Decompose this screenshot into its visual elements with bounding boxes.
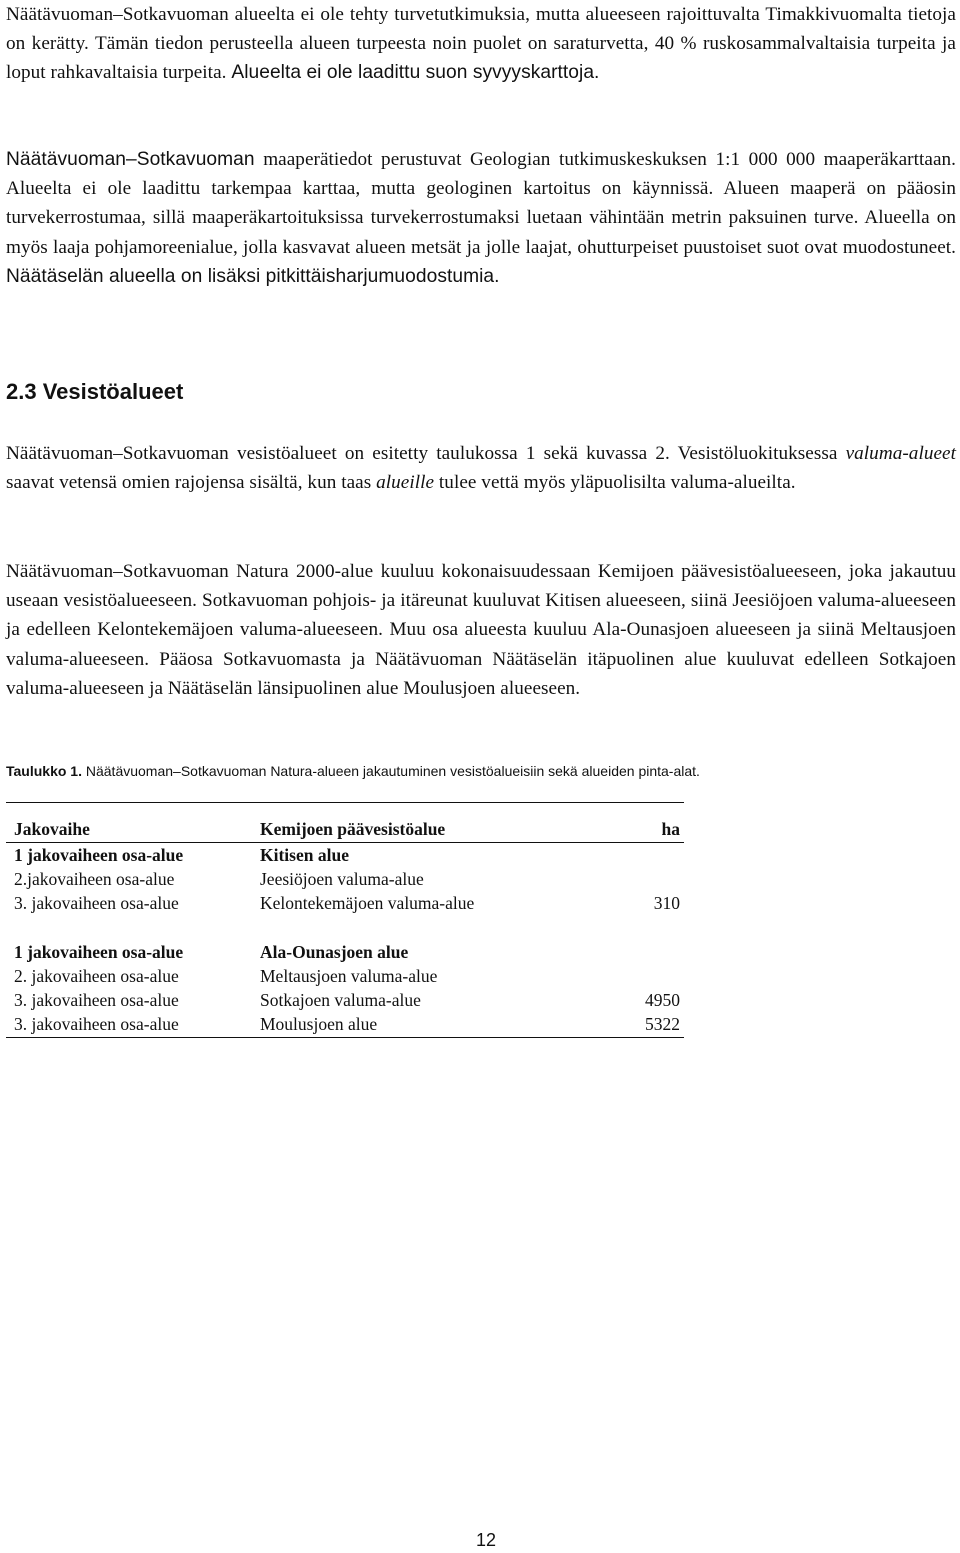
- table-cell: Meltausjoen valuma-alue: [260, 965, 438, 986]
- table-cell: 310: [653, 893, 680, 914]
- paragraph-text: Näätäselän alueella on lisäksi pitkittäisharjumuodostumia.: [6, 265, 500, 287]
- table-caption: [6, 763, 700, 779]
- table-cell: 3. jakovaiheen osa-alue: [14, 893, 179, 914]
- watershed-table: [6, 802, 684, 1038]
- table-caption-label: Taulukko 1.: [6, 763, 82, 779]
- table-cell: 5322: [645, 1014, 680, 1035]
- paragraph-text: saavat vetensä omien rajojensa sisältä, kun taas: [6, 472, 372, 494]
- table-header-row: [6, 803, 684, 843]
- paragraph-text: Näätävuoman–Sotkavuoman alueelta ei ole tehty turvetutkimuksia, mutta alueeseen rajoittuvalta Timakkivuomalta tietoja on kerätty. Tämän tiedon perusteella alueen turpeesta noin puolet on saraturvetta, 40 % ruskosammalvaltaisia turpeita ja loput rahkavaltaisia turpeita.: [6, 4, 956, 84]
- page-number: 12: [476, 1530, 497, 1550]
- table-row: [6, 940, 684, 964]
- table-row: [6, 1013, 684, 1037]
- table-cell: [600, 843, 684, 868]
- paragraph-text: Alueelta ei ole laadittu tarkempaa karttaa, mutta geologinen kartoitus on käynnissä.: [6, 178, 714, 200]
- table-header-cell: Kemijoen päävesistöalue: [260, 819, 446, 839]
- paragraph-watersheds-intro: [6, 439, 956, 497]
- table-cell: 1 jakovaiheen osa-alue: [14, 941, 184, 962]
- table-row: [6, 867, 684, 891]
- paragraph-text: Alueelta ei ole laadittu suon syvyyskarttoja.: [231, 62, 600, 84]
- table-spacer-row: [6, 916, 684, 940]
- table-cell: 2.jakovaiheen osa-alue: [14, 868, 175, 889]
- table-row: [6, 843, 684, 868]
- table-header-cell: Jakovaihe: [14, 819, 90, 839]
- table-cell: Sotkajoen valuma-alue: [260, 990, 421, 1011]
- paragraph-text: Näätävuoman–Sotkavuoman vesistöalueet on esitetty taulukossa 1 sekä kuvassa 2. Vesistöluokituksessa: [6, 443, 838, 464]
- emphasis-term: alueille: [376, 472, 435, 494]
- table-cell: 3. jakovaiheen osa-alue: [14, 1014, 179, 1035]
- paragraph-text: tulee vettä myös yläpuolisilta valuma-alueilta.: [438, 472, 796, 494]
- table-cell: 3. jakovaiheen osa-alue: [14, 990, 179, 1011]
- table-cell: [600, 940, 684, 964]
- table-cell: [600, 867, 684, 891]
- table-row: [6, 892, 684, 916]
- table-cell: Kelontekemäjoen valuma-alue: [260, 893, 475, 914]
- table-cell: Ala-Ounasjoen alue: [260, 941, 409, 962]
- table-cell: Kitisen alue: [260, 844, 349, 865]
- table-cell: Moulusjoen alue: [260, 1014, 378, 1035]
- table-cell: Jeesiöjoen valuma-alue: [260, 868, 424, 889]
- paragraph-watershed-division: Näätävuoman–Sotkavuoman Natura 2000-alue kuuluu kokonaisuudessaan Kemijoen päävesistöalueeseen, joka jakautuu useaan vesistöalueeseen. Sotkavuoman pohjois- ja itäreunat kuuluvat Kitisen alueeseen, siinä Jeesiöjoen valuma-alueeseen ja edelleen Kelontekemäjoen valuma-alueeseen. Muu osa alueesta kuuluu Ala-Ounasjoen alueeseen ja siinä Meltausjoen valuma-alueeseen. Pääosa Sotkavuomasta ja Näätävuoman Näätäselän itäpuolinen alue kuuluvat edelleen Sotkajoen valuma-alueeseen ja Näätäselän länsipuolinen alue Moulusjoen alueeseen.: [6, 561, 956, 699]
- paragraph-peat-studies: [6, 0, 956, 88]
- table-row: [6, 988, 684, 1012]
- paragraph-text: Alueen maaperä on pääosin turvekerrostumaa, sillä maaperäkartoituksissa turvekerrostumaksi luetaan vähintään metrin paksuinen turve.: [6, 178, 956, 229]
- table-row: [6, 964, 684, 988]
- emphasis-term: valuma-alueet: [845, 443, 956, 464]
- paragraph-soil-data: [6, 145, 956, 291]
- table-cell: 2. jakovaiheen osa-alue: [14, 965, 179, 986]
- paragraph-text: Näätävuoman–Sotkavuoman: [6, 149, 255, 170]
- table-cell: 1 jakovaiheen osa-alue: [14, 844, 184, 865]
- table-cell: 4950: [645, 990, 680, 1011]
- paragraph-text: Alueella on myös laaja pohjamoreenialue, jolla kasvavat alueen metsät ja jolle laajat, ohutturpeiset puustoiset suot ovat muodostuneet.: [6, 207, 956, 258]
- paragraph-text: maaperätiedot perustuvat Geologian tutkimuskeskuksen 1:1 000 000 maaperäkarttaan.: [263, 149, 956, 170]
- table-caption-text: Näätävuoman–Sotkavuoman Natura-alueen jakautuminen vesistöalueisiin sekä alueiden pinta-alat.: [85, 763, 700, 779]
- table-header-cell: ha: [661, 819, 680, 839]
- section-heading: 2.3 Vesistöalueet: [6, 379, 184, 404]
- table-cell: [600, 964, 684, 988]
